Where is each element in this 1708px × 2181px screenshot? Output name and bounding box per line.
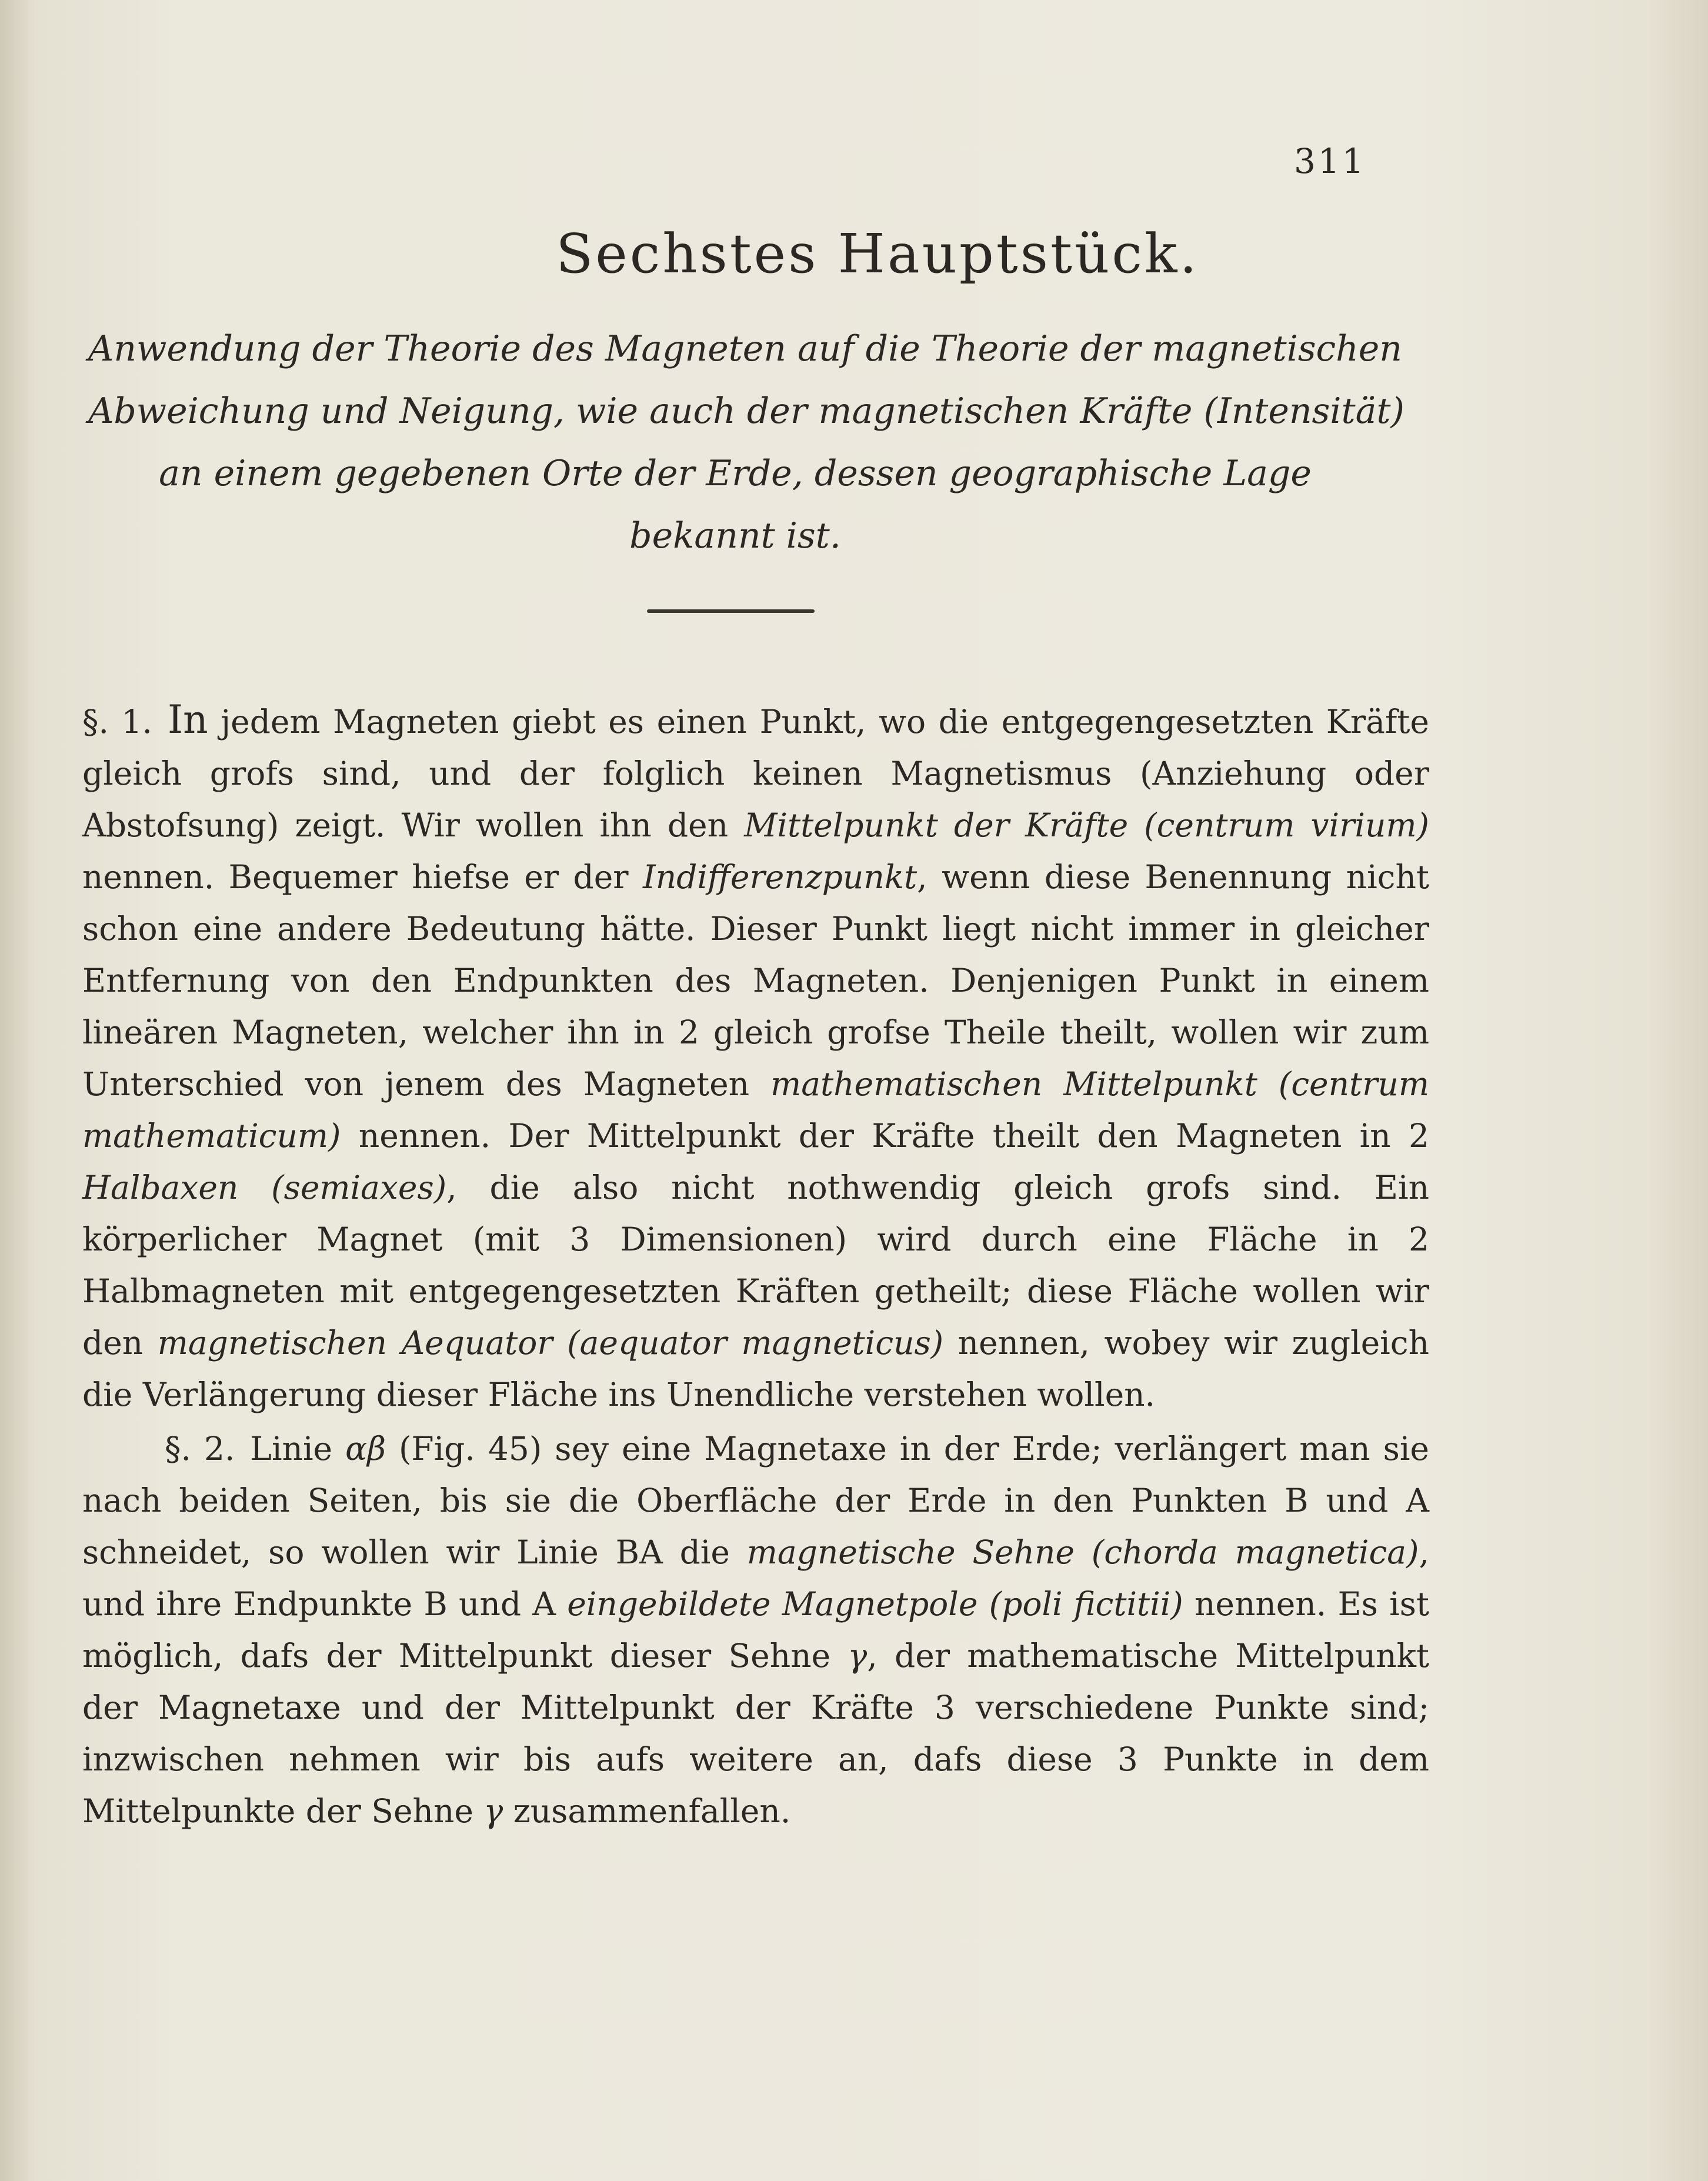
paragraph-section-1 (82, 694, 1429, 1420)
italic-term: magnetischen Aequator (aequator magneticus) (157, 1324, 944, 1362)
chapter-title: Sechstes Hauptstück. (556, 222, 1199, 285)
italic-term: magnetische Sehne (chorda magnetica) (746, 1533, 1419, 1571)
body-text (82, 694, 1429, 1837)
italic-term: Mittelpunkt der Kräfte (centrum virium) (744, 806, 1429, 844)
text-run: zusammenfallen. (503, 1792, 791, 1830)
text-run: , wenn diese Benennung nicht schon eine andere Bedeutung hätte. Dieser Punkt liegt nicht immer in gleicher Entfernung von den Endpunkten des Magneten. Denjenigen Punkt in einem lineären Magneten, welcher ihn in 2 gleich grofse Theile theilt, wollen wir zum Unterschied von jenem des Magneten (82, 858, 1430, 1103)
text-run: nennen. Der Mittelpunkt der Kräfte theilt den Magneten in 2 (341, 1117, 1429, 1155)
subtitle-line: an einem gegebenen Orte der Erde, dessen geographische Lage (159, 453, 1312, 494)
italic-term: Halbaxen (semiaxes) (82, 1169, 447, 1206)
text-run: , und ihre Endpunkte B und A (82, 1533, 1429, 1623)
subtitle-line: bekannt ist. (629, 515, 841, 556)
section-number: §. 2. (165, 1430, 235, 1468)
italic-term: αβ (345, 1430, 386, 1468)
page-number: 311 (1294, 141, 1366, 181)
text-run: nennen. Bequemer hiefse er der (82, 858, 643, 896)
text-run: (Fig. 45) sey eine Magnetaxe in der Erde; verlängert man sie nach beiden Seiten, bis sie die Oberfläche der Erde in den Punkten B und A schneidet, so wollen wir Linie BA die (82, 1430, 1429, 1571)
section-number: §. 1. (82, 703, 152, 741)
italic-term: mathematischen Mittelpunkt (centrum mathematicum) (82, 1065, 1429, 1155)
subtitle-line: Abweichung und Neigung, wie auch der magnetischen Kräfte (Intensität) (88, 391, 1405, 432)
subtitle-line: Anwendung der Theorie des Magneten auf die Theorie der magnetischen (88, 328, 1402, 369)
italic-term: Indifferenzpunkt (642, 858, 918, 896)
italic-term: γ (848, 1637, 868, 1675)
chapter-subtitle (88, 318, 1405, 567)
text-run: nennen. Es ist möglich, dafs der Mittelpunkt dieser Sehne (82, 1585, 1429, 1675)
text-run: jedem Magneten giebt es einen Punkt, wo die entgegengesetzten Kräfte gleich grofs sind, und der folglich keinen Magnetismus (Anziehung oder Abstofsung) zeigt. Wir wollen ihn den (82, 703, 1429, 844)
paragraph-section-2 (82, 1423, 1429, 1837)
text-run: , die also nicht nothwendig gleich grofs sind. Ein körperlicher Magnet (mit 3 Dimensionen) wird durch eine Fläche in 2 Halbmagneten mit entgegengesetzten Kräften getheilt; diese Fläche wollen wir den (82, 1169, 1429, 1362)
text-run: nennen, wobey wir zugleich die Verlängerung dieser Fläche ins Unendliche verstehen wollen. (82, 1324, 1429, 1413)
section-divider (647, 609, 815, 613)
text-run: Linie (250, 1430, 346, 1468)
italic-term: γ (483, 1792, 503, 1830)
italic-term: eingebildete Magnetpole (poli fictitii) (567, 1585, 1183, 1623)
initial-word: In (168, 697, 208, 742)
text-run: , der mathematische Mittelpunkt der Magnetaxe und der Mittelpunkt der Kräfte 3 verschiedene Punkte sind; inzwischen nehmen wir bis aufs weitere an, dafs diese 3 Punkte in dem Mittelpunkte der Sehne (82, 1637, 1429, 1830)
